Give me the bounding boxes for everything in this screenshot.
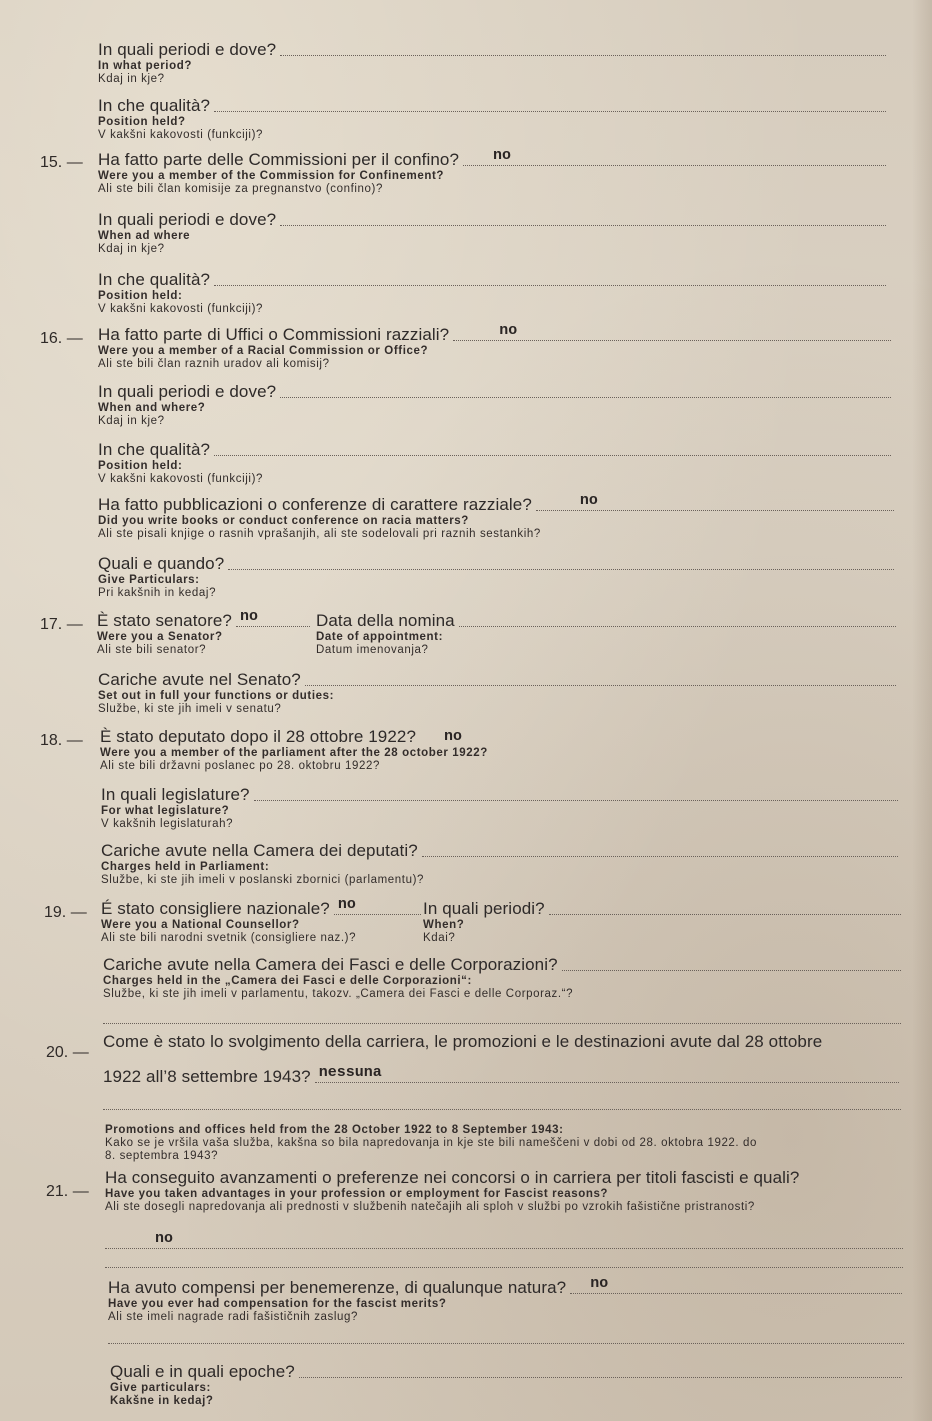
q20-it2: 1922 all’8 settembre 1943? bbox=[103, 1067, 311, 1086]
q17-date-it: Data della nomina bbox=[316, 611, 455, 630]
q15-periods bbox=[98, 210, 888, 256]
q19-periods-en: When? bbox=[423, 919, 465, 931]
q15-periods-it: In quali periodi e dove? bbox=[98, 210, 277, 229]
q20-sl2: 8. septembra 1943? bbox=[105, 1150, 219, 1162]
q15-main bbox=[98, 147, 888, 196]
q16-which-sl: Pri kakšnih in kedaj? bbox=[98, 587, 217, 599]
q16-publications-en: Did you write books or conduct conference on racia matters? bbox=[98, 515, 469, 527]
q16-periods-sl: Kdaj in kje? bbox=[98, 415, 165, 427]
answer-line[interactable] bbox=[315, 1064, 899, 1083]
q20-sl1: Kako se je vršila vaša služba, kakšna so bila napredovanja in kje ste bili nameščeni v dobi od 28. oktobra 1922. do bbox=[105, 1137, 758, 1149]
q21-number: 21. — bbox=[46, 1183, 89, 1200]
q19-answer[interactable]: no bbox=[337, 896, 356, 913]
q21-which-sl: Kakšne in kedaj? bbox=[110, 1395, 214, 1407]
q20-extra-line[interactable] bbox=[103, 1108, 901, 1110]
q21-main-sl: Ali ste dosegli napredovanja ali prednosti v službenih natečajih ali sploh v službi po vzrokih fašistične pristranosti? bbox=[105, 1201, 755, 1213]
q18-answer[interactable]: no bbox=[444, 728, 463, 745]
q16-periods-en: When and where? bbox=[98, 402, 206, 414]
q21-which-it: Quali e in quali epoche? bbox=[110, 1362, 295, 1381]
q16-which bbox=[98, 554, 896, 600]
q16-position bbox=[98, 440, 893, 486]
q21-which-en: Give particulars: bbox=[110, 1382, 211, 1394]
q15-number: 15. — bbox=[40, 154, 83, 171]
q19-periods-sl: Kdai? bbox=[423, 932, 456, 944]
answer-line[interactable] bbox=[236, 608, 310, 627]
q18-legislature-sl: V kakšnih legislaturah? bbox=[101, 818, 234, 830]
q16-main bbox=[98, 322, 893, 371]
q17-charges-sl: Službe, ki ste jih imeli v senatu? bbox=[98, 703, 282, 715]
q15-main-en: Were you a member of the Commission for Confinement? bbox=[98, 170, 445, 182]
q14-periods-it: In quali periodi e dove? bbox=[98, 40, 277, 59]
answer-line[interactable] bbox=[254, 799, 898, 801]
q16-main-en: Were you a member of a Racial Commission or Office? bbox=[98, 345, 429, 357]
q18-legislature-it: In quali legislature? bbox=[101, 785, 250, 804]
q19-charges-it: Cariche avute nella Camera dei Fasci e delle Corporazioni? bbox=[103, 955, 558, 974]
answer-line[interactable] bbox=[570, 1275, 902, 1294]
q21-compensation-answer[interactable]: no bbox=[590, 1275, 609, 1292]
q19-main-it: É stato consigliere nazionale? bbox=[101, 899, 330, 918]
q21-compensation-extra-line[interactable] bbox=[108, 1342, 904, 1344]
q21-main-it: Ha conseguito avanzamenti o preferenze nei concorsi o in carriera per titoli fascisti e quali? bbox=[105, 1168, 800, 1187]
q21-answer-line[interactable] bbox=[105, 1230, 903, 1249]
q14-position-it: In che qualità? bbox=[98, 96, 211, 115]
q17-number: 17. — bbox=[40, 616, 83, 633]
q17-charges-it: Cariche avute nel Senato? bbox=[98, 670, 301, 689]
q19-main bbox=[101, 896, 423, 945]
q14-position bbox=[98, 96, 888, 142]
q21-compensation-en: Have you ever had compensation for the fascist merits? bbox=[108, 1298, 447, 1310]
q17-main-it: È stato senatore? bbox=[97, 611, 232, 630]
q14-position-en: Position held? bbox=[98, 116, 186, 128]
q19-periods bbox=[423, 899, 903, 945]
q16-number: 16. — bbox=[40, 330, 83, 347]
q17-main bbox=[97, 608, 312, 657]
answer-line[interactable] bbox=[453, 322, 891, 341]
q18-legislature-en: For what legislature? bbox=[101, 805, 230, 817]
q16-main-sl: Ali ste bili član raznih uradov ali komisij? bbox=[98, 358, 330, 370]
q16-answer[interactable]: no bbox=[499, 322, 518, 339]
answer-line[interactable] bbox=[214, 284, 886, 286]
q16-publications-sl: Ali ste pisali knjige o rasnih vprašanjih, ali ste sodelovali pri raznih sestankih? bbox=[98, 528, 541, 540]
q17-main-en: Were you a Senator? bbox=[97, 631, 223, 643]
q18-charges-en: Charges held in Parliament: bbox=[101, 861, 270, 873]
q15-position-sl: V kakšni kakovosti (funkciji)? bbox=[98, 303, 263, 315]
answer-line[interactable] bbox=[562, 969, 901, 971]
q14-position-sl: V kakšni kakovosti (funkciji)? bbox=[98, 129, 263, 141]
q19-number: 19. — bbox=[44, 904, 87, 921]
q17-charges-en: Set out in full your functions or duties: bbox=[98, 690, 335, 702]
q14-periods-sl: Kdaj in kje? bbox=[98, 73, 165, 85]
answer-line[interactable] bbox=[305, 684, 896, 686]
q15-answer[interactable]: no bbox=[493, 147, 512, 164]
answer-line[interactable] bbox=[214, 454, 891, 456]
q19-charges bbox=[103, 955, 903, 1001]
q16-publications-answer[interactable]: no bbox=[579, 492, 598, 509]
q19-charges-sl: Službe, ki ste jih imeli v parlamentu, takozv. „Camera dei Fasci e delle Corporaz.“? bbox=[103, 988, 574, 1000]
answer-line[interactable] bbox=[280, 224, 886, 226]
q16-position-sl: V kakšni kakovosti (funkciji)? bbox=[98, 473, 263, 485]
q15-position-en: Position held: bbox=[98, 290, 183, 302]
q16-periods-it: In quali periodi e dove? bbox=[98, 382, 277, 401]
q19-main-en: Were you a National Counsellor? bbox=[101, 919, 300, 931]
answer-line[interactable] bbox=[463, 147, 886, 166]
q20-en: Promotions and offices held from the 28 October 1922 to 8 September 1943: bbox=[105, 1124, 564, 1136]
answer-line[interactable] bbox=[459, 625, 896, 627]
answer-line[interactable] bbox=[422, 855, 898, 857]
answer-line[interactable] bbox=[214, 110, 886, 112]
q16-periods bbox=[98, 382, 893, 428]
q14-periods-en: In what period? bbox=[98, 60, 192, 72]
q15-position bbox=[98, 270, 888, 316]
q18-main-sl: Ali ste bili državni poslanec po 28. oktobru 1922? bbox=[100, 760, 380, 772]
q19-charges-en: Charges held in the „Camera dei Fasci e delle Corporazioni“: bbox=[103, 975, 472, 987]
q20-translations bbox=[105, 1124, 905, 1163]
q20-it1: Come è stato lo svolgimento della carriera, le promozioni e le destinazioni avute dal 28 ottobre bbox=[103, 1032, 823, 1051]
q18-legislature bbox=[101, 785, 900, 831]
q17-date-en: Date of appointment: bbox=[316, 631, 443, 643]
q16-position-it: In che qualità? bbox=[98, 440, 211, 459]
q16-publications-it: Ha fatto pubblicazioni o conferenze di carattere razziale? bbox=[98, 495, 532, 514]
q18-number: 18. — bbox=[40, 732, 83, 749]
q16-which-en: Give Particulars: bbox=[98, 574, 200, 586]
q18-charges-it: Cariche avute nella Camera dei deputati? bbox=[101, 841, 418, 860]
q17-charges bbox=[98, 670, 898, 716]
q20-line2 bbox=[103, 1064, 901, 1087]
q20-answer[interactable]: nessuna bbox=[318, 1064, 382, 1081]
q17-main-sl: Ali ste bili senator? bbox=[97, 644, 207, 656]
q21-main bbox=[105, 1168, 905, 1214]
q19-extra-line[interactable] bbox=[103, 1022, 901, 1024]
q16-position-en: Position held: bbox=[98, 460, 183, 472]
q15-main-it: Ha fatto parte delle Commissioni per il confino? bbox=[98, 150, 460, 169]
q15-periods-en: When ad where bbox=[98, 230, 191, 242]
answer-line[interactable] bbox=[228, 568, 894, 570]
q16-publications bbox=[98, 492, 896, 541]
q20-number: 20. — bbox=[46, 1044, 89, 1061]
q16-which-it: Quali e quando? bbox=[98, 554, 225, 573]
q21-main-en: Have you taken advantages in your profession or employment for Fascist reasons? bbox=[105, 1188, 609, 1200]
q15-periods-sl: Kdaj in kje? bbox=[98, 243, 165, 255]
q15-main-sl: Ali ste bili član komisije za pregnanstvo (confino)? bbox=[98, 183, 383, 195]
answer-line[interactable] bbox=[549, 913, 901, 915]
q18-charges bbox=[101, 841, 900, 887]
q18-main bbox=[100, 727, 900, 773]
q21-extra-line[interactable] bbox=[105, 1266, 903, 1268]
q21-compensation bbox=[108, 1275, 904, 1324]
answer-line[interactable] bbox=[280, 396, 891, 398]
q18-charges-sl: Službe, ki ste jih imeli v poslanski zbornici (parlamentu)? bbox=[101, 874, 425, 886]
q16-main-it: Ha fatto parte di Uffici o Commissioni razziali? bbox=[98, 325, 450, 344]
q19-main-sl: Ali ste bili narodni svetnik (consigliere naz.)? bbox=[101, 932, 357, 944]
answer-line[interactable] bbox=[299, 1376, 902, 1378]
q17-date-sl: Datum imenovanja? bbox=[316, 644, 429, 656]
answer-line[interactable] bbox=[280, 54, 886, 56]
answer-line[interactable] bbox=[334, 896, 421, 915]
q21-answer[interactable]: no bbox=[155, 1230, 174, 1247]
q14-periods bbox=[98, 40, 888, 86]
q18-main-it: È stato deputato dopo il 28 ottobre 1922? bbox=[100, 727, 417, 746]
q15-position-it: In che qualità? bbox=[98, 270, 211, 289]
q17-answer[interactable]: no bbox=[239, 608, 258, 625]
q17-date bbox=[316, 611, 898, 657]
q21-which bbox=[110, 1362, 904, 1408]
q21-compensation-it: Ha avuto compensi per benemerenze, di qualunque natura? bbox=[108, 1278, 567, 1297]
q19-periods-it: In quali periodi? bbox=[423, 899, 545, 918]
q21-compensation-sl: Ali ste imeli nagrade radi fašističnih zaslug? bbox=[108, 1311, 359, 1323]
answer-line[interactable] bbox=[536, 492, 894, 511]
q18-main-en: Were you a member of the parliament after the 28 october 1922? bbox=[100, 747, 488, 759]
